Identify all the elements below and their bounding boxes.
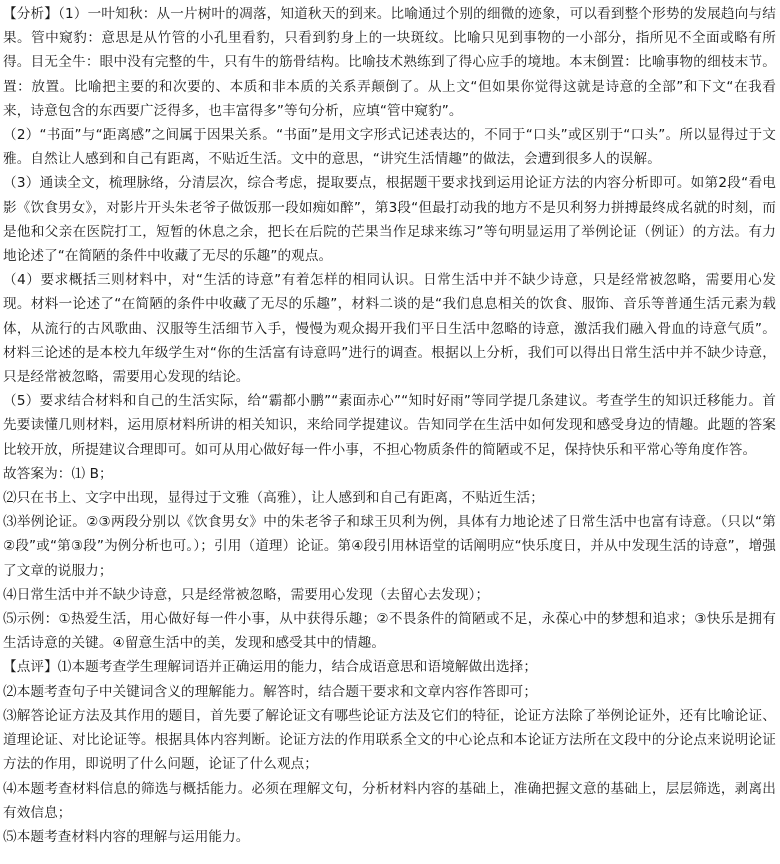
answer-4: ⑷日常生活中并不缺少诗意，只是经常被忽略，需要用心发现（去留心去发现）； [3,586,490,603]
answer-1: 故答案为：⑴ B； [3,465,113,482]
comment-4: ⑷本题考查材料信息的筛选与概括能力。必须在理解文句，分析材料内容的基础上，准确把握文意的基础上，层层筛选，剥离出有效信息； [3,780,776,821]
answer-2: ⑵只在书上、文字中出现，显得过于文雅（高雅），让人感到和自己有距离，不贴近生活； [3,490,544,507]
analysis-part-4: （4）要求概括三则材料中，对“生活的诗意”有着怎样的相同认识。日常生活中并不缺少诗意，只是经常被忽略，需要用心发现。材料一论述了“在简陋的条件中收藏了无尽的乐趣”，材料二谈的是“我们息息相关的饮食、服饰、音乐等普通生活元素为载体，从流行的古风歌曲、汉服等生活细节入手，慢慢为观众揭开我们平日生活中忽略的诗意，激活我们融入骨血的诗意气质”。材料三论述的是本校九年级学生对“你的生活富有诗意吗”进行的调查。根据以上分析，我们可以得出日常生活中并不缺少诗意，只是经常被忽略，需要用心发现的结论。 [3,272,776,386]
analysis-part-2: （2）“书面”与“距离感”之间属于因果关系。“书面”是用文字形式记述表达的，不同于“口头”或区别于“口头”。所以显得过于文雅。自然让人感到和自己有距离，不贴近生活。文中的意思，“讲究生活情趣”的做法，会遭到很多人的误解。 [3,127,776,168]
analysis-part-5: （5）要求结合材料和自己的生活实际，给“霸都小鹏”“素面赤心”“知时好雨”等同学提几条建议。考查学生的知识迁移能力。首先要读懂几则材料，运用原材料所讲的相关知识，来给同学提建议。告知同学在生活中如何发现和感受身边的情趣。此题的答案比较开放，所提建议合理即可。如可从用心做好每一件小事，不担心物质条件的简陋或不足，保持快乐和平常心等角度作答。 [3,393,776,458]
answer-3: ⑶举例论证。②③两段分别以《饮食男女》中的朱老爷子和球王贝利为例，具体有力地论述了日常生活中也富有诗意。（只以“第②段”或“第③段”为例分析也可。）；引用（道理）论证。第④段引用林语堂的话阐明应“快乐度日，并从中发现生活的诗意”，增强了文章的说服力； [3,514,776,579]
analysis-part-1: 【分析】（1）一叶知秋：从一片树叶的凋落，知道秋天的到来。比喻通过个别的细微的迹象，可以看到整个形势的发展趋向与结果。管中窥豹：意思是从竹管的小孔里看豹，只看到豹身上的一块斑纹。比喻只见到事物的一小部分，指所见不全面或略有所得。目无全牛：眼中没有完整的牛，只有牛的筋骨结构。比喻技术熟练到了得心应手的境地。本末倒置：比喻事物的细枝末节。置：放置。比喻把主要的和次要的、本质和非本质的关系弄颠倒了。从上文“但如果你觉得这就是诗意的全部”和下文“在我看来，诗意包含的东西要广泛得多，也丰富得多”等句分析，应填“管中窥豹”。 [3,6,776,119]
comment-2: ⑵本题考查句子中关键词含义的理解能力。解答时，结合题干要求和文章内容作答即可； [3,683,538,700]
comment-1: 【点评】⑴本题考查学生理解词语并正确运用的能力，结合成语意思和语境解做出选择； [3,659,538,676]
answer-5: ⑸示例：①热爱生活，用心做好每一件小事，从中获得乐趣；②不畏条件的简陋或不足，永葆心中的梦想和追求；③快乐是拥有生活诗意的关键。④留意生活中的美，发现和感受其中的情趣。 [3,611,776,652]
comment-3: ⑶解答论证方法及其作用的题目，首先要了解论证文有哪些论证方法及它们的特征，论证方法除了举例论证外，还有比喻论证、道理论证、对比论证等。根据具体内容判断。论证方法的作用联系全文的中心论点和本论证方法所在文段中的分论点来说明论证方法的作用，即说明了什么问题，论证了什么观点； [3,707,776,773]
comment-5: ⑸本题考查材料内容的理解与运用能力。 [3,828,250,845]
analysis-part-3: （3）通读全文，梳理脉络，分清层次，综合考虑，提取要点，根据题干要求找到运用论证方法的内容分析即可。如第2段“看电影《饮食男女》，对影片开头朱老爷子做饭那一段如痴如醉”，第3段“但最打动我的地方不是贝利努力拼搏最终成名就的时刻，而是他和父亲在医院打工，短暂的休息之余，把长在后院的芒果当作足球来练习”等句明显运用了举例论证（例证）的方法。有力地论述了“在简陋的条件中收藏了无尽的乐趣”的观点。 [3,175,776,265]
